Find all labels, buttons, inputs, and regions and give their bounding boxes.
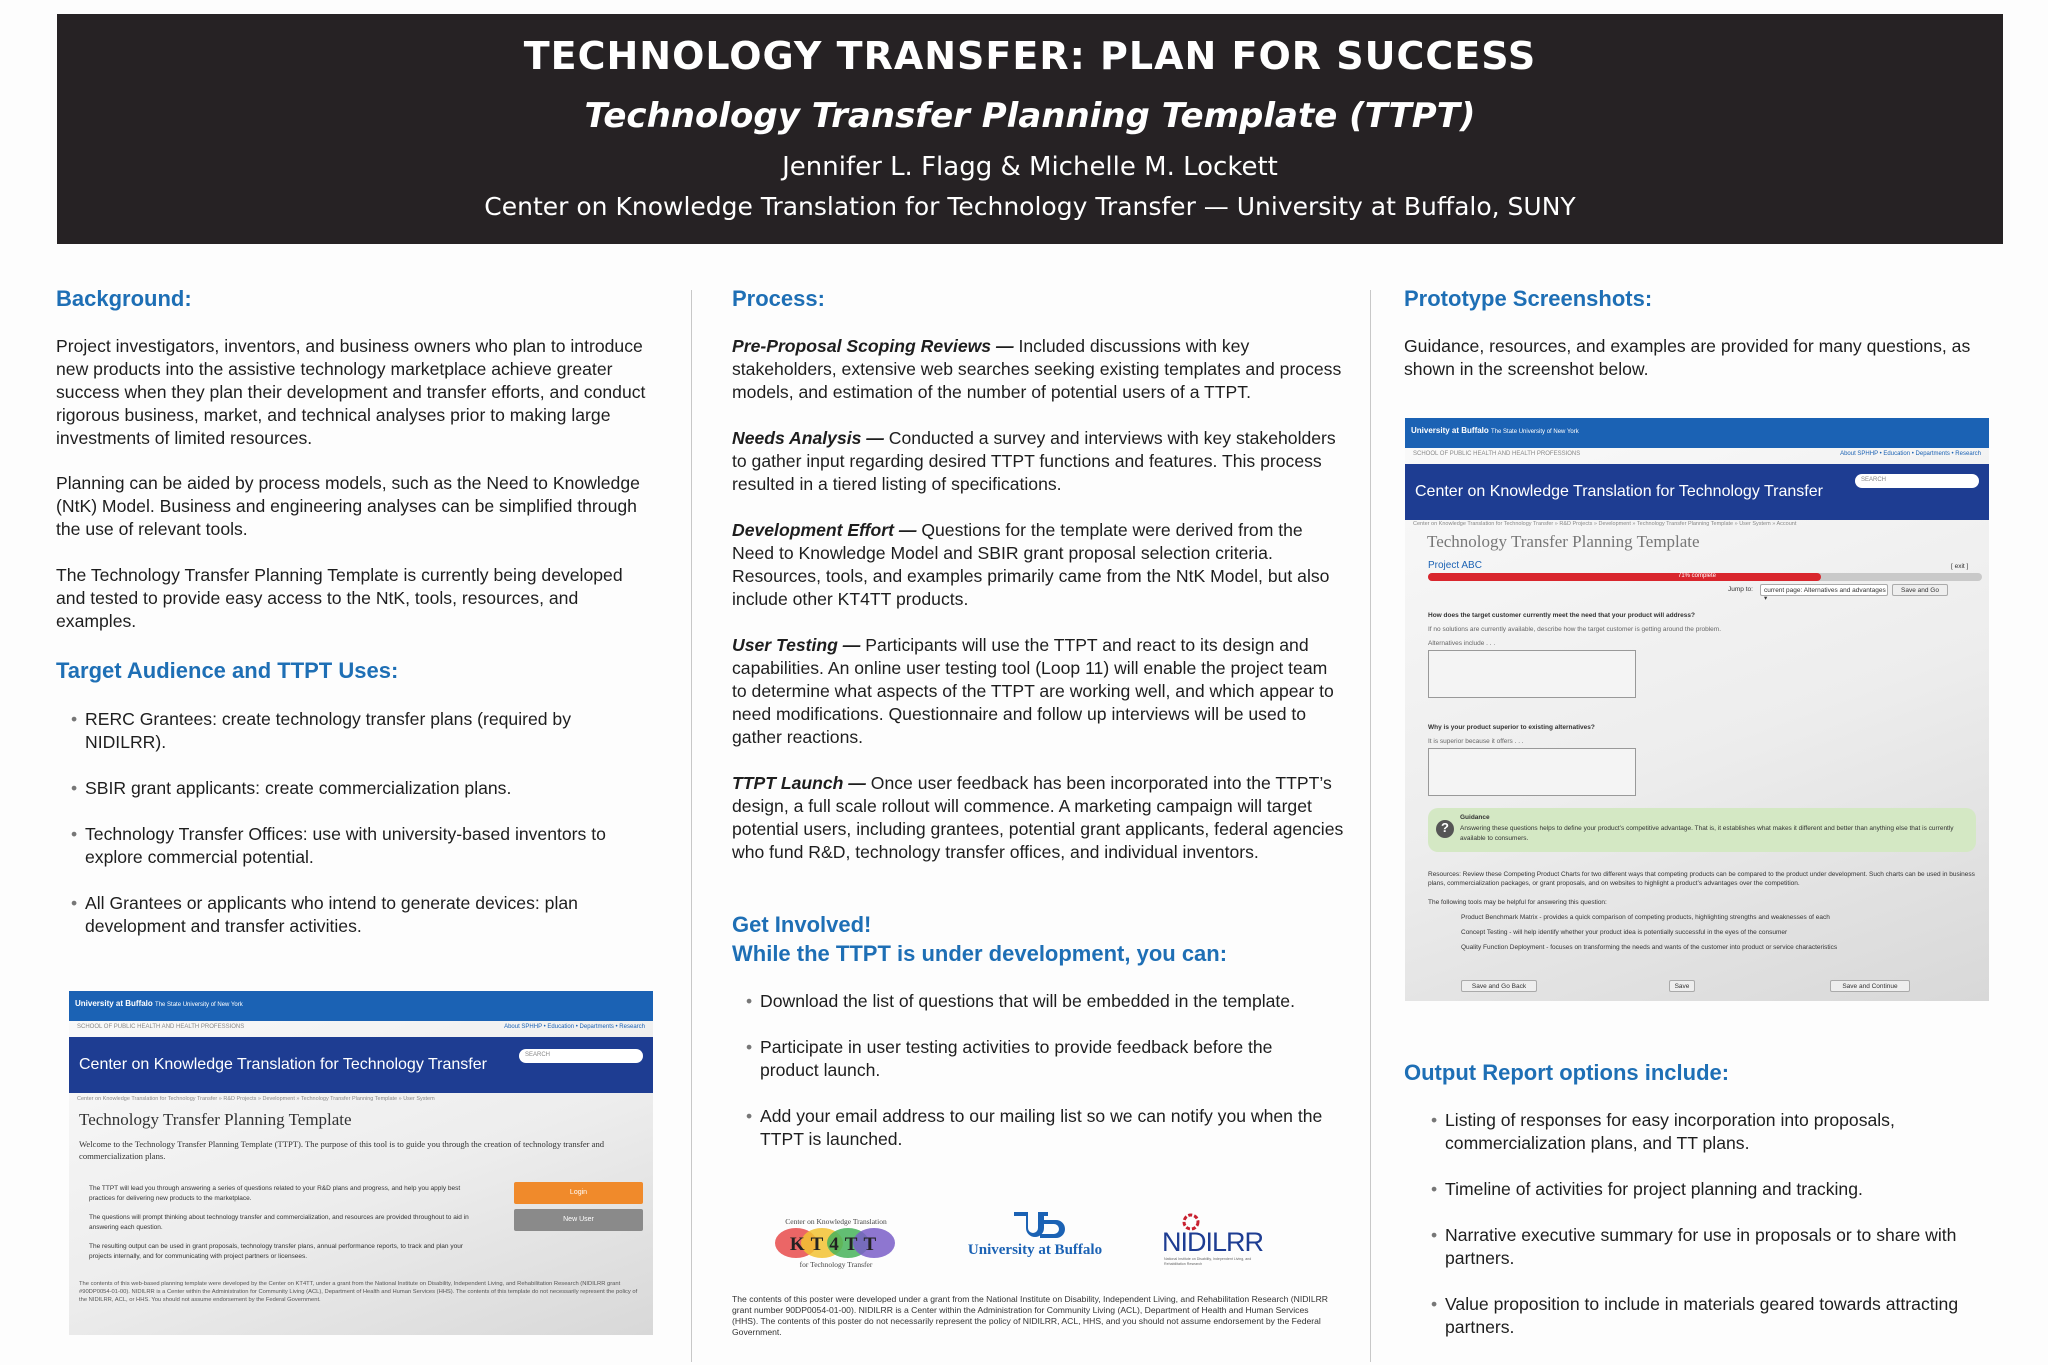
process-item-lead: User Testing —	[732, 635, 861, 655]
ub-logo-text: University at Buffalo	[75, 999, 153, 1008]
process-item-lead: Needs Analysis —	[732, 428, 884, 448]
process-item	[732, 335, 1344, 404]
tool-link[interactable]: Concept Testing - will help identify whether your product idea is potentially successful in the eyes of the consumer	[1461, 929, 1788, 936]
process-item	[732, 634, 1344, 749]
involved-subheading: While the TTPT is under development, you can:	[732, 941, 1228, 966]
ub-logo-text: University at Buffalo	[1411, 426, 1489, 435]
login-button[interactable]: Login	[514, 1182, 643, 1204]
page-title: Technology Transfer Planning Template	[1427, 532, 1700, 551]
school-bar	[1405, 448, 1989, 461]
center-name: Center on Knowledge Translation for Technology Transfer	[1415, 483, 1823, 500]
question-1-textarea[interactable]	[1428, 650, 1636, 698]
jump-select[interactable]: current page: Alternatives and advantages ▾	[1760, 584, 1888, 596]
process-item-text: Participants will use the TTPT and react to its design and capabilities. An online user testing tool (Loop 11) will enable the project team to determine what aspects of the TTPT are working well, and which appear to need modifications. Questionnaire and follow up interviews will be used to gather reactions.	[732, 635, 1334, 747]
process-item-text: Once user feedback has been incorporated into the TTPT’s design, a full scale rollout will commence. A marketing campaign will target potential users, including grantees, potential grant applicants, federal agencies who fund R&D, technology transfer offices, and individual inventors.	[732, 773, 1344, 862]
involved-item: • Add your email address to our mailing list so we can notify you when the TTPT is launched.	[746, 1105, 1326, 1151]
audience-item: • SBIR grant applicants: create commercialization plans.	[71, 777, 631, 800]
center-banner	[69, 1037, 653, 1093]
save-and-continue-button[interactable]: Save and Continue	[1830, 980, 1910, 992]
screenshot-question-page	[1405, 418, 1989, 1001]
ub-monogram-icon	[1010, 1210, 1066, 1240]
audience-heading: Target Audience and TTPT Uses:	[56, 658, 399, 683]
intro-bullet: The questions will prompt thinking about technology transfer and commercialization, and resources are provided throughout to aid in answering each question.	[89, 1214, 469, 1231]
process-item-text: Questions for the template were derived from the Need to Knowledge Model and SBIR grant proposal selection criteria. Resources, tools, and examples primarily came from the NtK Model, but also include other KT4TT products.	[732, 520, 1330, 609]
background-heading: Background:	[56, 286, 192, 311]
ub-logo	[950, 1210, 1120, 1260]
kt4tt-logo	[766, 1217, 906, 1269]
template-footer: The contents of this web-based planning template were developed by the Center on KT4TT, under a grant from the National Institute on Disability, Independent Living, and Rehabilitation Research (NIDILRR grant #90DP0054-01-00). NIDILRR is a Center within the Administration for Community Living (ACL), Department of Health and Human Services (HHS). The contents of this template do not necessarily represent the policy of the NIDILRR, ACL, or HHS. You should not assume endorsement by the Federal Government.	[79, 1281, 638, 1303]
output-item: • Value proposition to include in materials geared towards attracting partners.	[1431, 1293, 1991, 1339]
ub-bar	[69, 991, 653, 1021]
nidilrr-logo	[1162, 1213, 1264, 1269]
center-banner	[1405, 464, 1989, 520]
jump-label: Jump to:	[1728, 586, 1753, 593]
school-links[interactable]: About SPHHP • Education • Departments • Research	[1840, 451, 1981, 457]
poster-subtitle: Technology Transfer Planning Template (TTPT)	[584, 96, 1476, 136]
prototype-text: Guidance, resources, and examples are provided for many questions, as shown in the screenshot below.	[1404, 336, 1971, 379]
resources-text: Resources: Review these Competing Product Charts for two different ways that competing products can be compared to the product under development. Such charts can be used in business plans, commercialization packages, or grant proposals, and on websites to highlight a product’s advantages over the competition.	[1428, 871, 1975, 887]
process-item-text: Included discussions with key stakeholders, extensive web searches seeking existing templates and process models, and estimation of the number of potential users of a TTPT.	[732, 336, 1342, 402]
tools-intro: The following tools may be helpful for answering this question:	[1428, 899, 1607, 906]
exit-link[interactable]: [ exit ]	[1951, 563, 1969, 570]
poster-authors: Jennifer L. Flagg & Michelle M. Lockett	[782, 152, 1278, 182]
process-item-lead: Development Effort —	[732, 520, 917, 540]
process-item-lead: TTPT Launch —	[732, 773, 866, 793]
poster-disclaimer: The contents of this poster were developed under a grant from the National Institute on Disability, Independent Living, and Rehabilitation Research (NIDILRR grant number 90DP0054-01-00). NIDILRR is a Center within the Administration for Community Living (ACL), Department of Health and Human Services (HHS). The contents of this poster do not necessarily represent the policy of NIDILRR, ACL, HHS, and you should not assume endorsement by the Federal Government.	[732, 1294, 1329, 1337]
process-heading: Process:	[732, 286, 825, 311]
breadcrumb: Center on Knowledge Translation for Technology Transfer » R&D Projects » Development » Technology Transfer Planning Template » User System	[77, 1096, 435, 1102]
save-and-go-button[interactable]: Save and Go	[1892, 584, 1948, 596]
school-name: SCHOOL OF PUBLIC HEALTH AND HEALTH PROFESSIONS	[1413, 451, 1581, 457]
guidance-title: Guidance	[1460, 814, 1490, 821]
nidilrr-logo-text: NIDILRR	[1162, 1227, 1264, 1257]
progress-fill	[1428, 573, 1821, 581]
kt4tt-logo-bottom: for Technology Transfer	[799, 1260, 873, 1269]
background-p3: The Technology Transfer Planning Template is currently being developed and tested to provide easy access to the NtK, tools, resources, and examples.	[56, 565, 623, 631]
intro-bullet: The TTPT will lead you through answering a series of questions related to your R&D plans and progress, and help you apply best practices for delivering new products to the marketplace.	[89, 1185, 461, 1202]
process-item-lead: Pre-Proposal Scoping Reviews —	[732, 336, 1014, 356]
involved-item: • Participate in user testing activities to provide feedback before the product launch.	[746, 1036, 1326, 1082]
tool-link[interactable]: Quality Function Deployment - focuses on transforming the needs and wants of the customer into product or service characteristics	[1461, 944, 1838, 951]
poster-header	[57, 14, 2003, 244]
output-item: • Timeline of activities for project planning and tracking.	[1431, 1178, 1991, 1201]
search-input[interactable]: SEARCH	[519, 1049, 643, 1063]
ub-bar	[1405, 418, 1989, 448]
background-p1: Project investigators, inventors, and business owners who plan to introduce new products into the assistive technology marketplace achieve greater success when they plan their development and transfer efforts, and conduct rigorous business, market, and technical analyses prior to making large investments of limited resources.	[56, 336, 646, 448]
poster-affiliation: Center on Knowledge Translation for Technology Transfer — University at Buffalo, SUNY	[484, 192, 1576, 221]
question-2-placeholder: It is superior because it offers . . .	[1428, 738, 1524, 745]
progress-bar	[1428, 573, 1982, 581]
background-p2: Planning can be aided by process models, such as the Need to Knowledge (NtK) Model. Business and engineering analyses can be simplified through the use of relevant tools.	[56, 473, 640, 539]
column-divider	[1370, 290, 1371, 1362]
tool-link[interactable]: Product Benchmark Matrix - provides a quick comparison of competing products, highlighting strengths and weaknesses of each	[1461, 914, 1830, 921]
involved-item: • Download the list of questions that will be embedded in the template.	[746, 990, 1326, 1013]
question-2-textarea[interactable]	[1428, 748, 1636, 796]
output-heading: Output Report options include:	[1404, 1060, 1730, 1085]
audience-item: • Technology Transfer Offices: use with university-based inventors to explore commercial potential.	[71, 823, 631, 869]
poster-title: TECHNOLOGY TRANSFER: PLAN FOR SUCCESS	[523, 34, 1537, 78]
process-item	[732, 772, 1344, 864]
kt4tt-logo-top: Center on Knowledge Translation	[785, 1217, 887, 1226]
search-input[interactable]: SEARCH	[1855, 474, 1979, 488]
suny-text: The State University of New York	[155, 1002, 243, 1008]
project-link[interactable]: Project ABC	[1428, 560, 1482, 571]
output-item: • Listing of responses for easy incorporation into proposals, commercialization plans, and TT plans.	[1431, 1109, 1991, 1155]
audience-item: • RERC Grantees: create technology transfer plans (required by NIDILRR).	[71, 708, 611, 754]
school-links[interactable]: About SPHHP • Education • Departments • Research	[504, 1024, 645, 1030]
process-item-text: Conducted a survey and interviews with key stakeholders to gather input regarding desired TTPT functions and features. This process resulted in a tiered listing of specifications.	[732, 428, 1336, 494]
screenshot-login	[69, 991, 653, 1335]
page-title: Technology Transfer Planning Template	[79, 1110, 352, 1129]
prototype-heading: Prototype Screenshots:	[1404, 286, 1653, 311]
kt4tt-circles-icon	[774, 1227, 898, 1259]
process-item	[732, 519, 1344, 611]
suny-text: The State University of New York	[1491, 429, 1579, 435]
audience-item: • All Grantees or applicants who intend to generate devices: plan development and transfer activities.	[71, 892, 631, 938]
involved-heading: Get Involved!	[732, 912, 872, 937]
intro-bullet: The resulting output can be used in grant proposals, technology transfer plans, annual performance reports, to track and plan your projects internally, and for communicating with project partners or licensees.	[89, 1243, 463, 1260]
nidilrr-logo-subtext: National Institute on Disability, Independent Living, and Rehabilitation Research	[1164, 1257, 1252, 1266]
breadcrumb: Center on Knowledge Translation for Technology Transfer » R&D Projects » Development » Technology Transfer Planning Template » User System » Account	[1413, 521, 1797, 527]
guidance-text: Answering these questions helps to define your product’s competitive advantage. That is, it establishes what makes it different and better than anything else that is currently available to consumers.	[1460, 825, 1954, 842]
column-divider	[691, 290, 692, 1362]
question-1: How does the target customer currently meet the need that your product will address?	[1428, 612, 1695, 619]
center-name: Center on Knowledge Translation for Technology Transfer	[79, 1056, 487, 1073]
save-button[interactable]: Save	[1669, 980, 1695, 992]
save-and-go-back-button[interactable]: Save and Go Back	[1461, 980, 1537, 992]
school-name: SCHOOL OF PUBLIC HEALTH AND HEALTH PROFESSIONS	[77, 1024, 245, 1030]
question-1-hint: If no solutions are currently available, describe how the target customer is getting around the problem.	[1428, 626, 1722, 633]
guidance-box	[1428, 808, 1976, 852]
question-mark-icon: ?	[1436, 820, 1454, 838]
welcome-text: Welcome to the Technology Transfer Planning Template (TTPT). The purpose of this tool is to guide you through the creation of technology transfer and commercialization plans.	[79, 1139, 605, 1161]
question-1-placeholder: Alternatives include . . .	[1428, 640, 1496, 647]
school-bar	[69, 1021, 653, 1034]
process-item	[732, 427, 1344, 496]
output-item: • Narrative executive summary for use in proposals or to share with partners.	[1431, 1224, 1991, 1270]
new-user-button[interactable]: New User	[514, 1209, 643, 1231]
question-2: Why is your product superior to existing alternatives?	[1428, 724, 1595, 731]
svg-text:KT4TT: KT4TT	[789, 1234, 883, 1255]
progress-label: 71% complete	[1678, 573, 1717, 579]
ub-logo-text: University at Buffalo	[967, 1242, 1103, 1258]
